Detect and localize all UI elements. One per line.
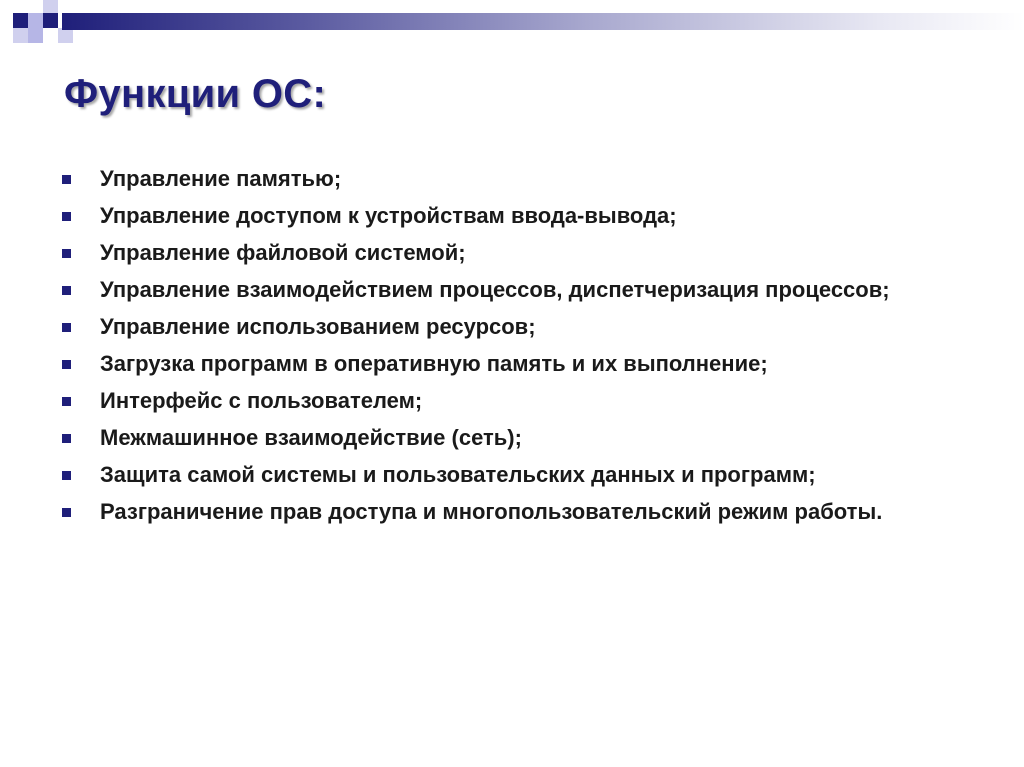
list-item-text: Разграничение прав доступа и многопользовательский режим работы. (100, 499, 883, 524)
list-item (62, 200, 966, 231)
list-item-text: Межмашинное взаимодействие (сеть); (100, 425, 522, 450)
list-item (62, 348, 966, 379)
decor-square-navy-1 (13, 13, 28, 28)
list-item (62, 237, 966, 268)
decor-square-navy-2 (43, 13, 58, 28)
list-item-text: Управление использованием ресурсов; (100, 314, 536, 339)
list-item (62, 385, 966, 416)
square-bullet-icon (62, 397, 71, 406)
square-bullet-icon (62, 249, 71, 258)
decor-square-lavender-5 (13, 28, 28, 43)
slide-title: Функции ОС: (64, 72, 327, 116)
list-item (62, 496, 966, 527)
square-bullet-icon (62, 360, 71, 369)
list-item (62, 311, 966, 342)
functions-list (62, 163, 966, 533)
square-bullet-icon (62, 286, 71, 295)
square-bullet-icon (62, 471, 71, 480)
square-bullet-icon (62, 434, 71, 443)
list-item-text: Управление взаимодействием процессов, диспетчеризация процессов; (100, 277, 890, 302)
square-bullet-icon (62, 508, 71, 517)
list-item-text: Интерфейс с пользователем; (100, 388, 423, 413)
list-item (62, 163, 966, 194)
decor-square-lavender-4 (58, 28, 73, 43)
decor-square-lavender-3 (28, 28, 43, 43)
list-item-text: Защита самой системы и пользовательских данных и программ; (100, 462, 816, 487)
header-gradient-bar (62, 13, 1024, 30)
list-item (62, 459, 966, 490)
list-item (62, 422, 966, 453)
square-bullet-icon (62, 175, 71, 184)
square-bullet-icon (62, 212, 71, 221)
list-item-text: Управление памятью; (100, 166, 342, 191)
list-item-text: Управление доступом к устройствам ввода-вывода; (100, 203, 677, 228)
list-item-text: Управление файловой системой; (100, 240, 466, 265)
decor-square-lavender-1 (28, 13, 43, 28)
square-bullet-icon (62, 323, 71, 332)
decor-square-lavender-2 (43, 0, 58, 13)
list-item-text: Загрузка программ в оперативную память и их выполнение; (100, 351, 768, 376)
list-item (62, 274, 966, 305)
